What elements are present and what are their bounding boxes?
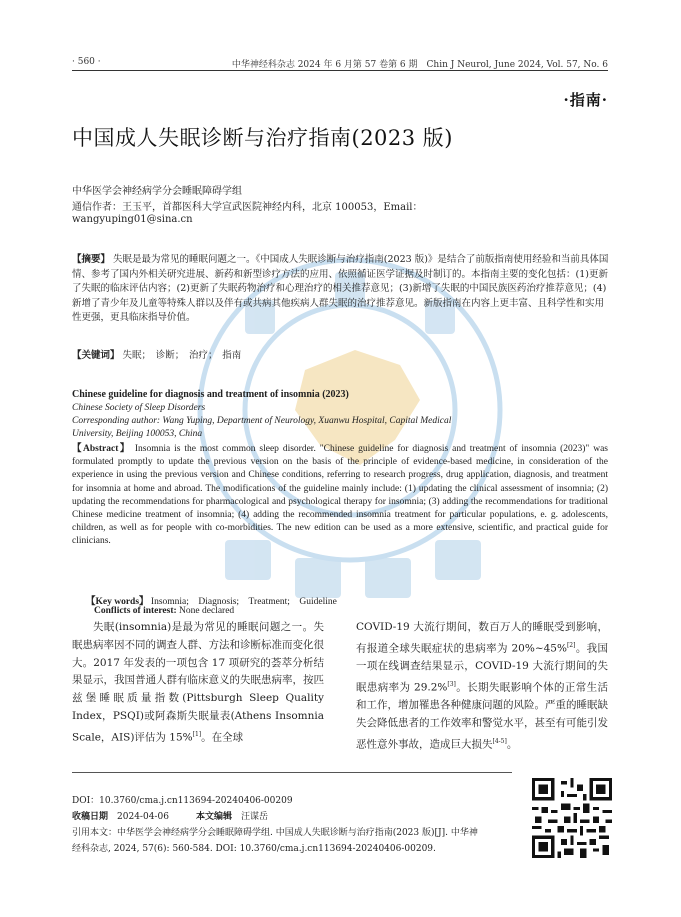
abstract-cn (72, 253, 612, 326)
corresponding-author: 通信作者：王玉平，首都医科大学宣武医院神经内科，北京 100053，Email： (72, 202, 423, 213)
doi-link[interactable]: DOI：10.3760/cma.j.cn113694-20240406-00209 (72, 796, 293, 806)
keywords-cn (72, 347, 241, 361)
conflicts-text: None declared (176, 606, 235, 616)
body-left-text: 失眠(insomnia)是最为常见的睡眠问题之一。失眠患病率因不同的调查人群、方法和诊断标准而变化很大。2017 年发表的一项包含 17 项研究的荟萃分析结果显示，我国普通人群有临床意义的失眠患病率，按匹兹堡睡眠质量指数(Pittsburgh Sleep Quality Index，PSQI)或阿森斯失眠量表(Athens Insomnia Scale，AIS)评估为 15% (72, 621, 324, 744)
abstract-cn-text: 失眠是最为常见的睡眠问题之一。《中国成人失眠诊断与治疗指南(2023 版)》是结合了前版指南使用经验和当前具体国情、参考了国内外相关研究进展、新药和新型诊疗方法的应用、依照循证医学证据及时制订的。本指南主要的变化包括：(1)更新了失眠的临床评估内容；(2)更新了失眠药物治疗和心理治疗的相关推荐意见；(3)新增了失眠的中国民族医药治疗推荐意见；(4)新增了青少年及儿童等特殊人群以及伴有或共病其他疾病人群失眠的治疗推荐意见。新版指南在内容上更丰富、且科学性和实用性更强，更具临床指导价值。 (72, 254, 609, 323)
keywords-en-text: Insomnia; Diagnosis; Treatment; Guideline (148, 597, 337, 607)
english-corresponding: Corresponding author: Wang Yuping, Department of Neurology, Xuanwu Hospital, Capital Medical (72, 416, 452, 426)
keywords-cn-text: 失眠； 诊断； 治疗； 指南 (119, 350, 242, 361)
keywords-cn-label: 【关键词】 (72, 350, 120, 361)
citation-line-1: 引用本文：中华医学会神经病学分会睡眠障碍学组. 中国成人失眠诊断与治疗指南(2023 版)[J]. 中华神 (72, 828, 478, 838)
body-right-text-4: 。 (506, 738, 518, 751)
body-right-text-2: 。我国一项在线调查结果显示，COVID-19 大流行期间的失眠患病率为 29.2% (356, 642, 608, 694)
conflicts-label: Conflicts of interest: (94, 606, 177, 616)
body-right-text-3: 。长期失眠影响个体的正常生活和工作，增加罹患各种健康问题的风险。严重的睡眠缺失会降低患者的工作效率和警觉水平，甚至有可能引发恶性意外事故，造成巨大损失 (356, 681, 608, 751)
keywords-en (86, 593, 337, 607)
footer-rule (72, 772, 512, 773)
conflicts-of-interest (94, 606, 234, 616)
body-right-text-1: COVID-19 大流行期间，数百万人的睡眠受到影响，有报道全球失眠症状的患病率为 20%~45% (356, 621, 608, 655)
body-right-column (356, 619, 608, 754)
abstract-cn-label: 【摘要】 (72, 254, 111, 265)
editor-label: 本文编辑 (195, 812, 232, 822)
section-tag: ·指南· (563, 91, 608, 109)
english-title: Chinese guideline for diagnosis and treatment of insomnia (2023) (72, 389, 349, 400)
ref-2[interactable]: [2] (566, 641, 576, 649)
qr-code-icon[interactable] (532, 778, 612, 858)
ref-1[interactable]: [1] (192, 730, 202, 738)
ref-4-5[interactable]: [4-5] (492, 737, 507, 745)
keywords-en-label: 【Key words】 (86, 597, 149, 607)
editor-name: 汪谋岳 (240, 812, 268, 822)
page-number: · 560 · (72, 57, 101, 67)
header-rule (72, 70, 608, 71)
received-label: 收稿日期 (72, 812, 109, 822)
citation-line-2: 经科杂志, 2024, 57(6): 560-584. DOI: 10.3760/cma.j.cn113694-20240406-00209. (72, 844, 436, 854)
abstract-en-label: 【Abstract】 (72, 444, 131, 454)
received-date: 2024-04-06 (117, 812, 169, 822)
abstract-en (72, 443, 608, 549)
body-left-column (72, 619, 324, 747)
article-title: 中国成人失眠诊断与治疗指南(2023 版) (72, 126, 454, 150)
author-email-link[interactable]: wangyuping01@sina.cn (72, 214, 193, 225)
english-corresponding-2: University, Beijing 100053, China (72, 429, 203, 439)
abstract-en-text: Insomnia is the most common sleep disorder. "Chinese guideline for diagnosis and treatment of insomnia (2023)" was formulated promptly to update the previous version on the basis of the principle of evidence-based medicine, in consideration of the experience in using the previous version and Chinese conditions, referring to research progress, drug application, diagnosis, and treatment for insomnia at home and abroad. The modifications of the guideline mainly include: (1) updating the clinical assessment of insomnia; (2) updating the recommendations for pharmacological and psychological therapy for insomnia; (3) adding the recommendations for traditional Chinese medicine treatment of insomnia; (4) adding the recommended insomnia treatment for particular populations, e. g. adolescents, children, as well as for people with co-morbidities. The new edition can be used as a more extensive, scientific, and practical guide for clinicians. (72, 444, 608, 547)
running-header: 中华神经科杂志 2024 年 6 月第 57 卷第 6 期 Chin J Neurol, June 2024, Vol. 57, No. 6 (231, 60, 608, 70)
author-group: 中华医学会神经病学分会睡眠障碍学组 (72, 186, 242, 197)
body-left-tail: 。在全球 (201, 731, 244, 744)
ref-3[interactable]: [3] (447, 680, 456, 688)
english-society: Chinese Society of Sleep Disorders (72, 403, 206, 413)
received-date-line (72, 809, 268, 822)
